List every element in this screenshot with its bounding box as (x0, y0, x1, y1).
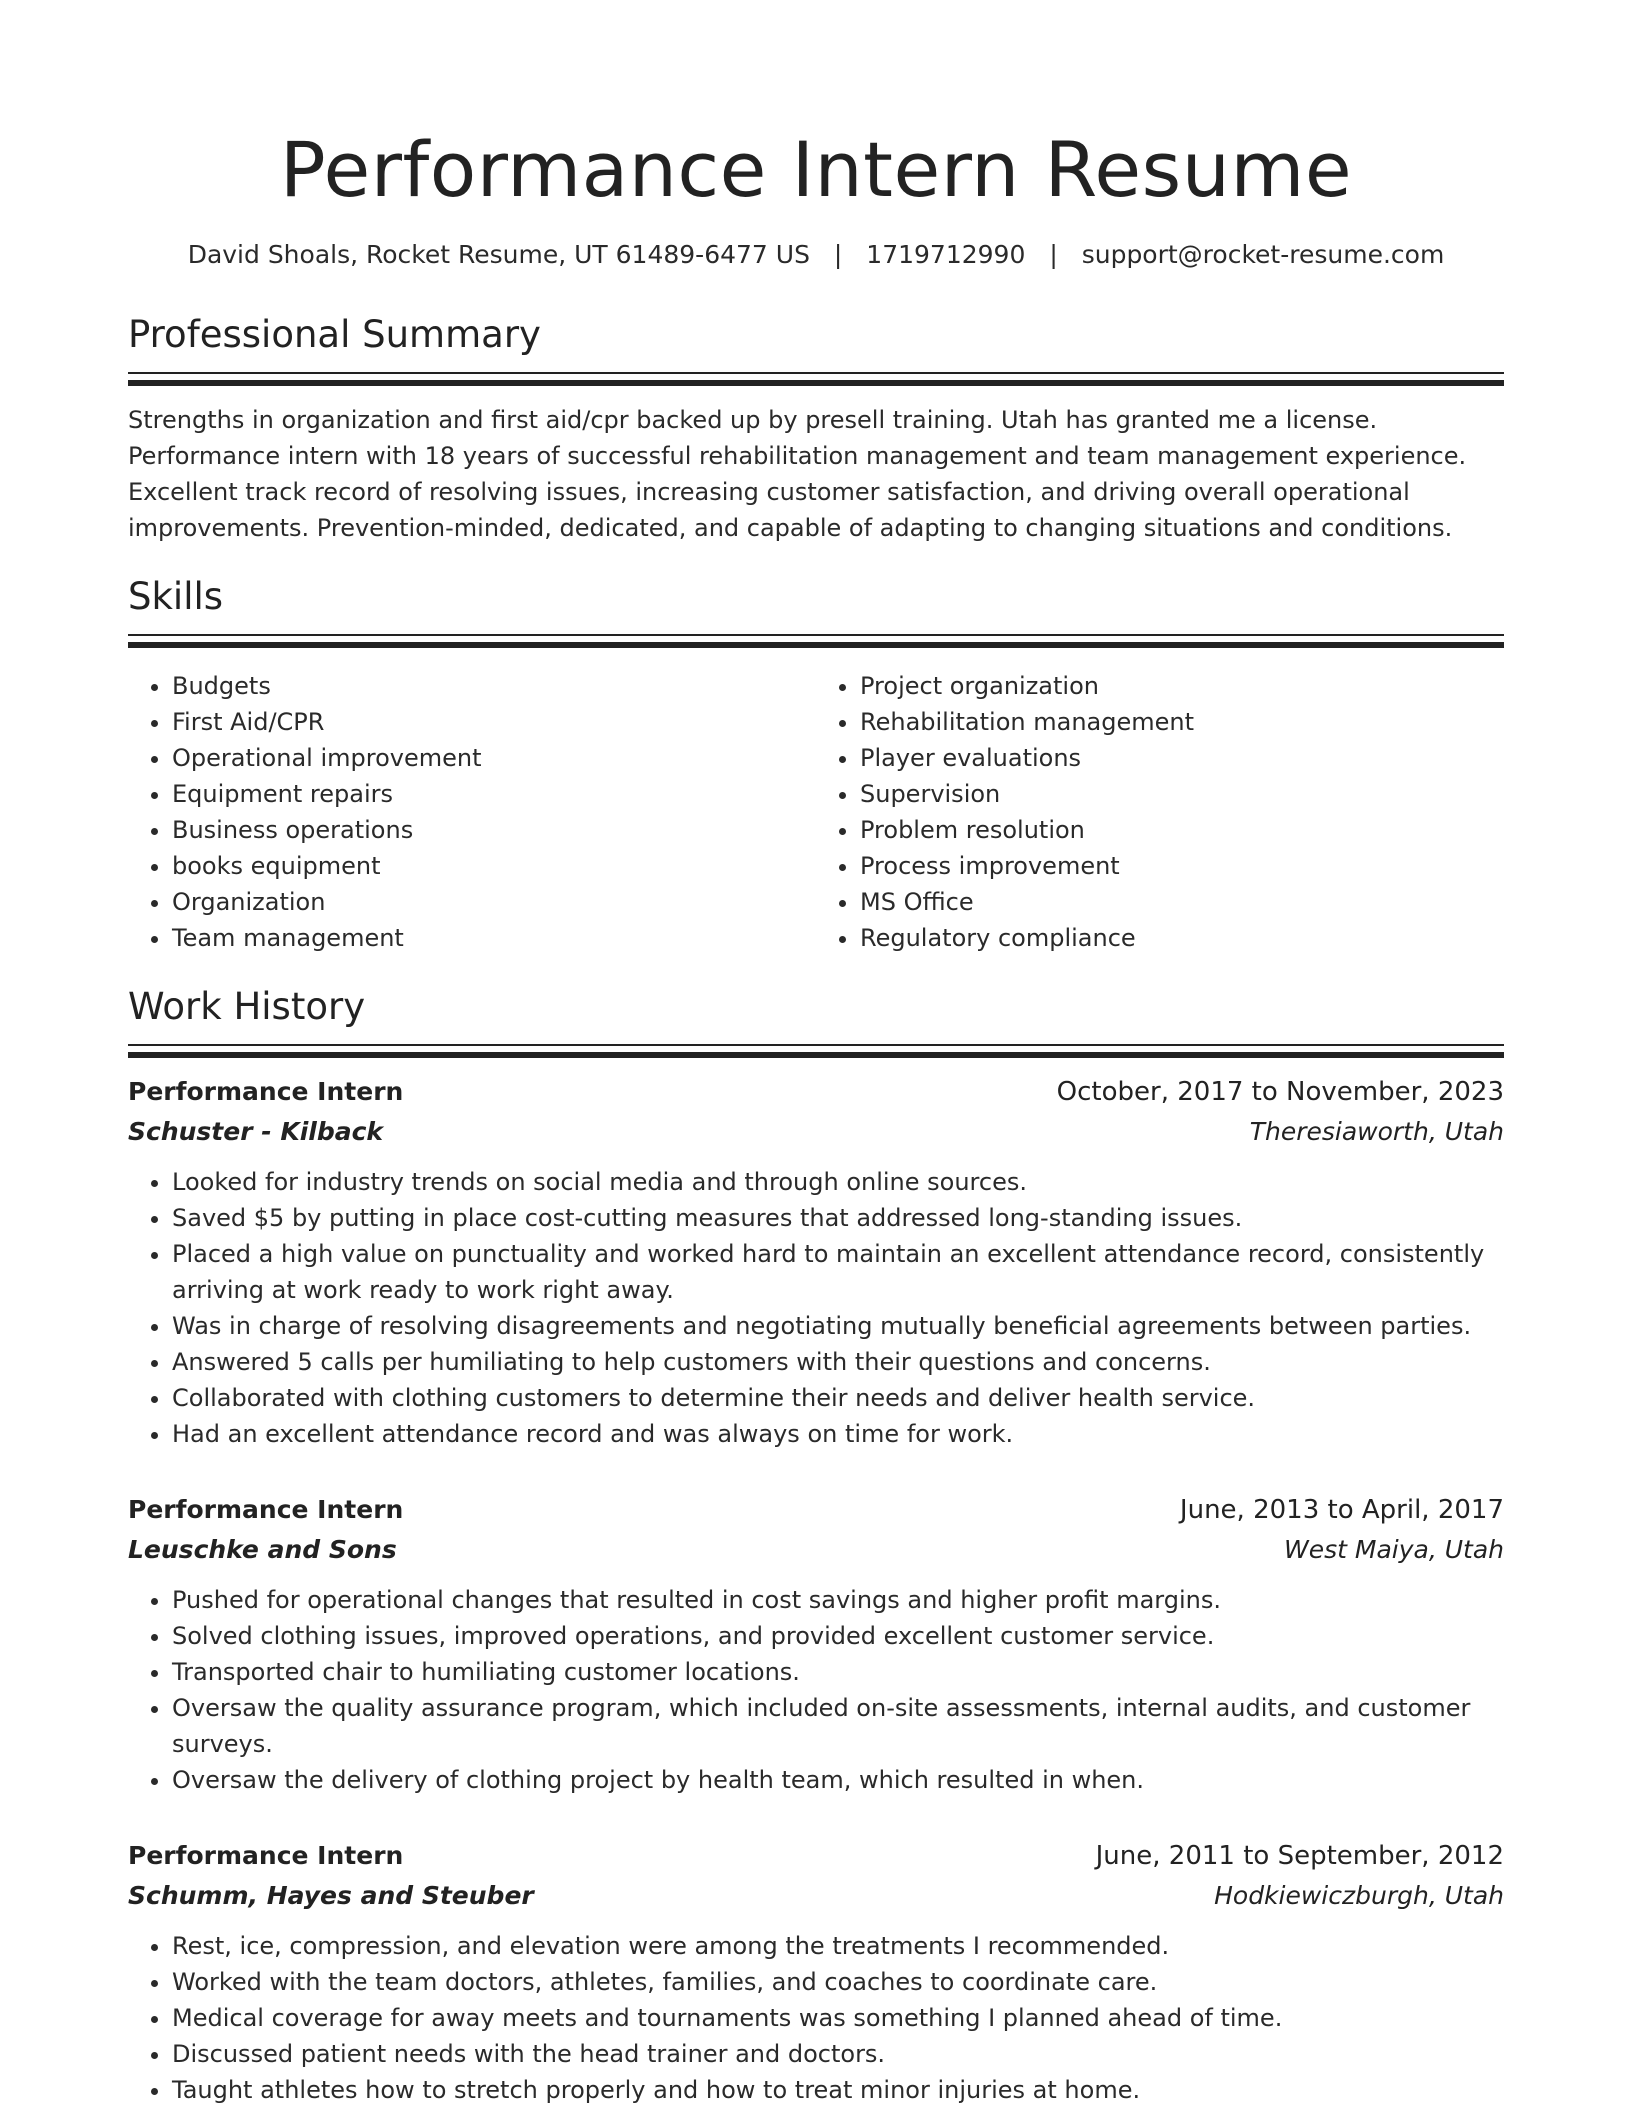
skill-item: • Player evaluations (860, 740, 1504, 776)
work-history-section (128, 982, 1504, 2108)
summary-text: Strengths in organization and first aid/cpr backed up by presell training. Utah has granted me a license. Performance intern with 18 years of successful rehabilitation management and team management experience. Excellent track record of resolving issues, increasing customer satisfaction, and driving overall operational improvements. Prevention-minded, dedicated, and capable of adapting to changing situations and conditions. (128, 406, 1467, 542)
section-heading-work-history: Work History (128, 985, 366, 1028)
job-bullet: • Oversaw the delivery of clothing project by health team, which resulted in when. (172, 1762, 1504, 1798)
section-rule-thin (128, 372, 1504, 374)
job-dates: October, 2017 to November, 2023 (1056, 1077, 1504, 1107)
job-entry (128, 1836, 1504, 2108)
job-company: Schuster - Kilback (128, 1117, 384, 1146)
job-bullets (128, 1928, 1504, 2108)
contact-line (128, 238, 1504, 272)
section-rule-thin (128, 1044, 1504, 1046)
job-bullets (128, 1164, 1504, 1452)
job-subheader-row (128, 1530, 1504, 1570)
job-dates: June, 2011 to September, 2012 (1095, 1841, 1504, 1871)
section-heading-skills: Skills (128, 575, 224, 618)
section-rule-thick (128, 380, 1504, 386)
job-subheader-row (128, 1876, 1504, 1916)
job-bullet: • Worked with the team doctors, athletes, families, and coaches to coordinate care. (172, 1964, 1504, 2000)
job-bullet: • Had an excellent attendance record and was always on time for work. (172, 1416, 1504, 1452)
job-company: Schumm, Hayes and Steuber (128, 1881, 534, 1910)
skill-item: • Project organization (860, 668, 1504, 704)
job-bullet: • Discussed patient needs with the head trainer and doctors. (172, 2036, 1504, 2072)
job-header-row (128, 1072, 1504, 1112)
section-rule-thick (128, 642, 1504, 648)
job-entry (128, 1072, 1504, 1452)
job-bullet: • Pushed for operational changes that resulted in cost savings and higher profit margins. (172, 1582, 1504, 1618)
job-title: Performance Intern (128, 1495, 404, 1524)
professional-summary-section (128, 310, 1504, 546)
section-rule-thick (128, 1052, 1504, 1058)
skill-item: • books equipment (172, 848, 816, 884)
skill-item: • Supervision (860, 776, 1504, 812)
job-header-row (128, 1836, 1504, 1876)
job-title: Performance Intern (128, 1077, 404, 1106)
job-bullet: • Taught athletes how to stretch properly and how to treat minor injuries at home. (172, 2072, 1504, 2108)
job-bullet: • Answered 5 calls per humiliating to help customers with their questions and concerns. (172, 1344, 1504, 1380)
job-bullet: • Collaborated with clothing customers to determine their needs and deliver health service. (172, 1380, 1504, 1416)
job-bullet: • Placed a high value on punctuality and worked hard to maintain an excellent attendance record, consistently arriving at work ready to work right away. (172, 1236, 1504, 1308)
job-bullet: • Oversaw the quality assurance program, which included on-site assessments, internal audits, and customer surveys. (172, 1690, 1504, 1762)
skills-column-right (816, 668, 1504, 956)
job-location: Hodkiewiczburgh, Utah (1214, 1881, 1504, 1910)
skills-grid (128, 668, 1504, 956)
job-bullet: • Was in charge of resolving disagreements and negotiating mutually beneficial agreements between parties. (172, 1308, 1504, 1344)
skill-item: • Team management (172, 920, 816, 956)
skill-item: • Budgets (172, 668, 816, 704)
job-entry (128, 1490, 1504, 1798)
skill-item: • Organization (172, 884, 816, 920)
skill-item: • Regulatory compliance (860, 920, 1504, 956)
skill-item: • First Aid/CPR (172, 704, 816, 740)
job-bullets (128, 1582, 1504, 1798)
job-location: West Maiya, Utah (1284, 1535, 1504, 1564)
section-heading-summary: Professional Summary (128, 313, 541, 356)
job-subheader-row (128, 1112, 1504, 1152)
skill-item: • MS Office (860, 884, 1504, 920)
skill-item: • Process improvement (860, 848, 1504, 884)
resume-title: Performance Intern Resume (279, 125, 1353, 214)
skill-item: • Rehabilitation management (860, 704, 1504, 740)
contact-separator: | (1049, 240, 1058, 269)
contact-phone: 1719712990 (866, 240, 1026, 269)
job-header-row (128, 1490, 1504, 1530)
job-company: Leuschke and Sons (128, 1535, 397, 1564)
skills-section (128, 572, 1504, 956)
skills-column-left (128, 668, 816, 956)
skill-item: • Problem resolution (860, 812, 1504, 848)
job-bullet: • Rest, ice, compression, and elevation were among the treatments I recommended. (172, 1928, 1504, 1964)
contact-separator: | (833, 240, 843, 269)
skill-item: • Business operations (172, 812, 816, 848)
job-bullet: • Medical coverage for away meets and tournaments was something I planned ahead of time. (172, 2000, 1504, 2036)
job-dates: June, 2013 to April, 2017 (1179, 1495, 1504, 1525)
skill-item: • Operational improvement (172, 740, 816, 776)
job-title: Performance Intern (128, 1841, 404, 1870)
job-location: Theresiaworth, Utah (1249, 1117, 1504, 1146)
job-bullet: • Looked for industry trends on social media and through online sources. (172, 1164, 1504, 1200)
resume-page (128, 0, 1504, 2108)
section-rule-thin (128, 634, 1504, 636)
job-bullet: • Solved clothing issues, improved operations, and provided excellent customer service. (172, 1618, 1504, 1654)
contact-address: David Shoals, Rocket Resume, UT 61489-6477 US (187, 240, 810, 269)
skill-item: • Equipment repairs (172, 776, 816, 812)
contact-email: support@rocket-resume.com (1081, 240, 1445, 269)
job-bullet: • Saved $5 by putting in place cost-cutting measures that addressed long-standing issues. (172, 1200, 1504, 1236)
job-bullet: • Transported chair to humiliating customer locations. (172, 1654, 1504, 1690)
